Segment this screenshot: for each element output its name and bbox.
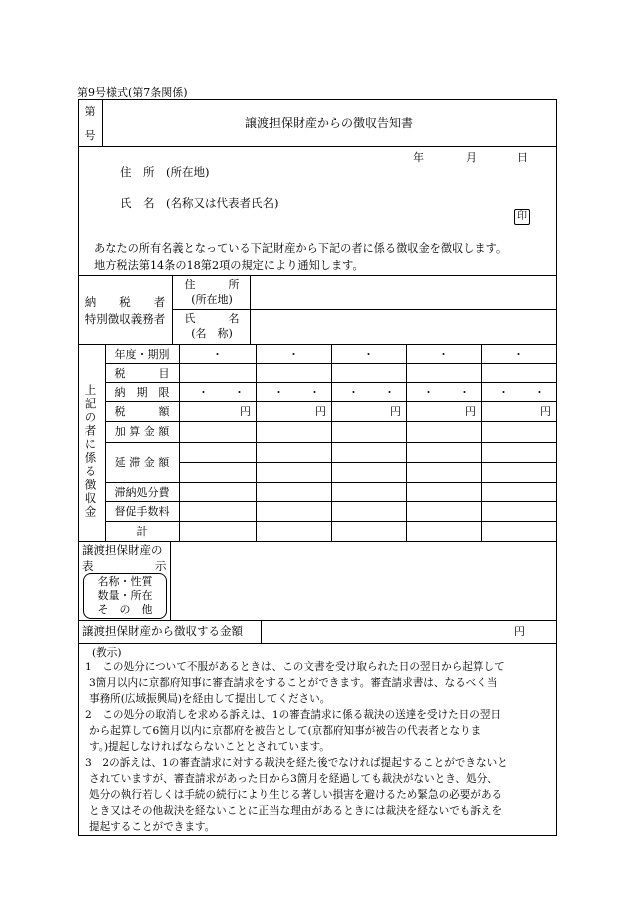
row-label-fiscal-period: 年度・期別 [114,348,170,361]
row-label-total: 計 [136,525,148,538]
amount-bottom [78,643,557,644]
collection-bottom [78,541,557,542]
taxpayer-bottom [78,344,557,345]
period-dot: ・ [438,348,449,361]
recipient-name-label: 氏 名 (名称又は代表者氏名) [120,196,279,210]
date-day: 日 [517,151,528,164]
instruction-line: す。)提起しなければならないこととされています。 [89,741,330,753]
taxpayer-name-label-bottom: (名 称) [191,327,233,340]
due-date-dot: ・ [234,386,245,399]
due-date-dot: ・ [198,386,209,399]
frame-top [78,99,557,100]
instruction-line: されていますが、審査請求があった日から3箇月を経過しても裁決がないとき、処分、 [89,773,498,785]
instruction-line: 3 2の訴えは、1の審査請求に対する裁決を経た後でなければ提起することができないと [85,757,508,769]
row-label-tax-item: 税 目 [114,367,170,380]
row-label-tax-amount: 税 額 [114,405,170,418]
collection-row-line [105,421,557,422]
row-label-dunning-fee: 督促手数料 [114,505,170,518]
taxpayer-label-2: 特別徴収義務者 [84,312,166,326]
collection-row-line [105,501,557,502]
collection-row-line [105,482,557,483]
property-bracket-line-2: 数量・所在 [97,589,153,602]
title-row-bottom [78,146,557,147]
yen-unit: 円 [315,405,326,418]
collection-row-line [105,442,557,443]
number-label-top: 第 [84,105,96,118]
amount-divider [261,620,262,644]
collection-row-line [179,462,557,463]
yen-unit: 円 [240,405,251,418]
instruction-line: とき又はその他裁決を経ないことに正当な理由があるときには裁決を経ないでも訴えを [89,805,503,817]
collection-row-line [105,401,557,402]
document-title: 譲渡担保財産からの徴収告知書 [244,116,413,130]
instruction-line: 処分の執行若しくは手続の続行により生じる著しい損害を避けるため緊急の必要がある [89,789,503,801]
instruction-heading: (教示) [92,647,122,659]
date-month: 月 [466,151,477,164]
property-divider [170,541,171,620]
number-label-bottom: 号 [84,129,96,142]
yen-unit: 円 [465,405,476,418]
period-dot: ・ [288,348,299,361]
instruction-line: 事務所(広域振興局)を経由して提出してください。 [89,693,331,705]
instruction-line: から起算して6箇月以内に京都府を被告として(京都府知事が被告の代表者となりま [89,725,482,737]
collection-side-label: 上記の者に係る徴収金 [83,384,98,519]
row-label-delinquency: 延 滞 金 額 [114,456,170,469]
property-label-2-left: 表 [82,559,94,573]
period-dot: ・ [513,348,524,361]
property-label-1: 譲渡担保財産の [82,543,163,557]
row-label-due-date: 納 期 限 [114,386,170,399]
seal-mark: 印 [514,209,530,225]
due-date-dot: ・ [534,386,545,399]
yen-unit: 円 [540,405,551,418]
taxpayer-address-label-bottom: (所在地) [191,293,233,306]
notice-bottom [78,275,557,276]
property-label-2-right: 示 [155,559,167,573]
form-number: 第9号様式(第7条関係) [77,86,188,99]
taxpayer-label-1: 納 税 者 [84,295,166,309]
due-date-dot: ・ [423,386,434,399]
instruction-line: 提起することができます。 [89,821,216,833]
collection-row-line [105,363,557,364]
notice-line-1: あなたの所有名義となっている下記財産から下記の者に係る徴収金を徴収します。 [94,242,508,255]
instruction-line: 1 この処分について不服があるときは、この文書を受け取られた日の翌日から起算して [85,661,505,673]
taxpayer-mid [172,309,557,310]
taxpayer-name-label-top: 氏 名 [184,312,240,325]
due-date-dot: ・ [309,386,320,399]
amount-yen: 円 [514,625,525,638]
due-date-dot: ・ [459,386,470,399]
date-year: 年 [413,151,424,164]
row-label-disposition-cost: 滞納処分費 [114,486,170,499]
property-bracket-line-3: そ の 他 [97,603,153,616]
due-date-dot: ・ [348,386,359,399]
yen-unit: 円 [390,405,401,418]
collection-row-line [105,382,557,383]
instruction-line: 3箇月以内に京都府知事に審査請求をすることができます。審査請求書は、なるべく当 [89,677,498,689]
amount-label: 譲渡担保財産から徴収する金額 [82,624,243,638]
frame-right [556,99,557,836]
notice-line-2: 地方税法第14条の18第2項の規定により通知します。 [94,259,364,272]
period-dot: ・ [212,348,223,361]
taxpayer-address-label-top: 住 所 [184,278,240,291]
property-bracket-line-1: 名称・性質 [97,575,153,588]
recipient-address-label: 住 所 (所在地) [120,165,210,179]
due-date-dot: ・ [384,386,395,399]
collection-row-line [105,521,557,522]
due-date-dot: ・ [498,386,509,399]
frame-left [78,99,79,836]
property-bottom [78,620,557,621]
instruction-line: 2 この処分の取消しを求める訴えは、1の審査請求に係る裁決の送達を受けた日の翌日 [85,709,502,721]
row-label-additional-tax: 加 算 金 額 [114,425,170,438]
due-date-dot: ・ [273,386,284,399]
period-dot: ・ [363,348,374,361]
